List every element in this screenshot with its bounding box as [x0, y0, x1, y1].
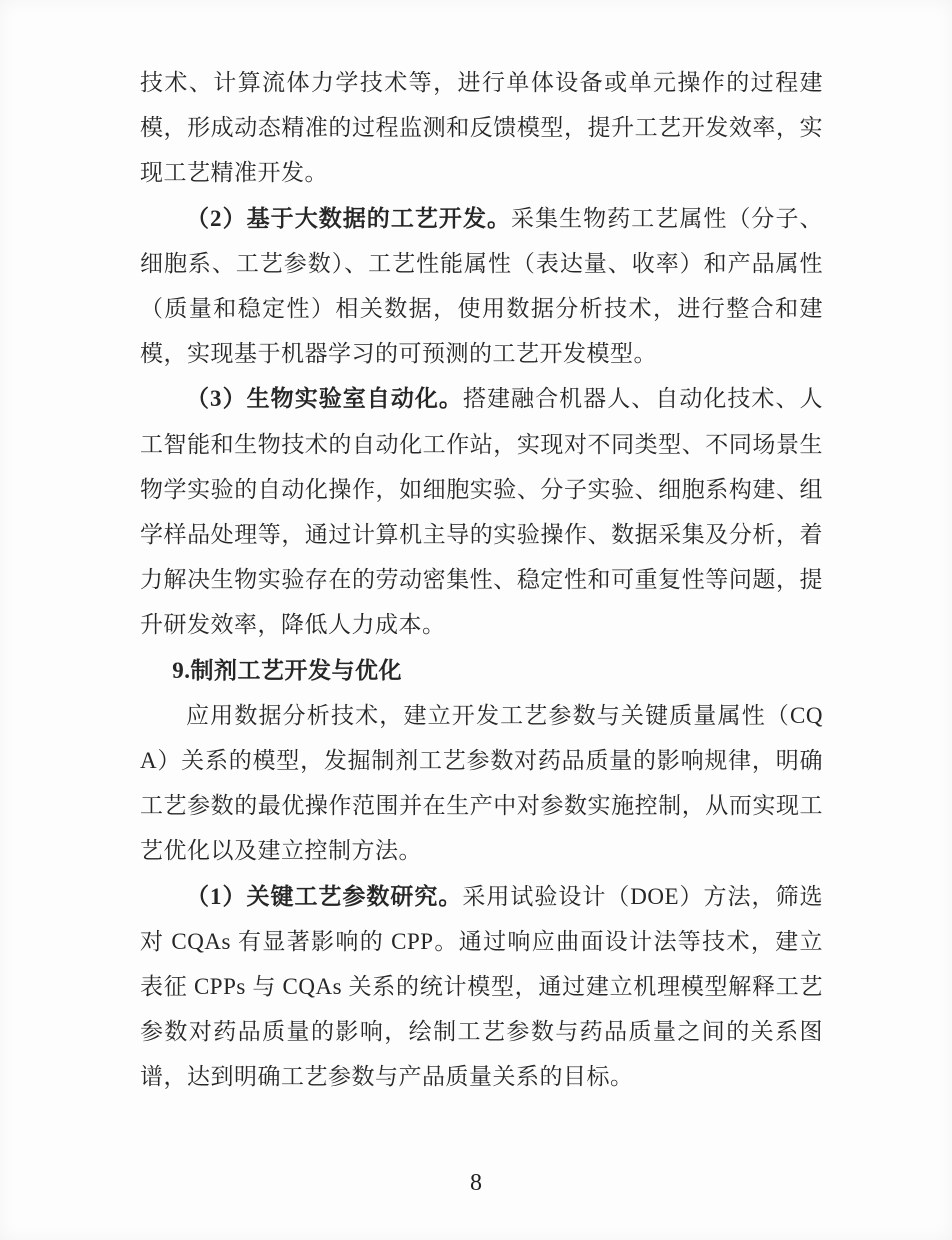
paragraph-overview: [140, 693, 823, 874]
paragraph-cpp: [140, 874, 823, 1100]
paragraph-text: 搭建融合机器人、自动化技术、人工智能和生物技术的自动化工作站，实现对不同类型、不同场景生物学实验的自动化操作，如细胞实验、分子实验、细胞系构建、组学样品处理等，通过计算机主导的实验操作、数据采集及分析，着力解决生物实验存在的劳动密集性、稳定性和可重复性等问题，提升研发效率，降低人力成本。: [140, 386, 824, 638]
paragraph-text: 应用数据分析技术，建立开发工艺参数与关键质量属性（CQA）关系的模型，发掘制剂工艺参数对药品质量的影响规律，明确工艺参数的最优操作范围并在生产中对参数实施控制，从而实现工艺优化以及建立控制方法。: [140, 702, 823, 864]
paragraph-text: 采集生物药工艺属性（分子、细胞系、工艺参数）、工艺性能属性（表达量、收率）和产品属性（质量和稳定性）相关数据，使用数据分析技术，进行整合和建模，实现基于机器学习的可预测的工艺开发模型。: [140, 205, 824, 367]
paragraph-bold-lead: （3）生物实验室自动化。: [186, 386, 463, 412]
paragraph-text: 技术、计算流体力学技术等，进行单体设备或单元操作的过程建模，形成动态精准的过程监测和反馈模型，提升工艺开发效率，实现工艺精准开发。: [140, 70, 823, 186]
paragraph-bold-lead: （2）基于大数据的工艺开发。: [186, 205, 512, 231]
page-number: 8: [470, 1170, 482, 1196]
document-body: [140, 60, 823, 1100]
paragraph-text: 采用试验设计（DOE）方法，筛选对 CQAs 有显著影响的 CPP。通过响应曲面设计法等技术，建立表征 CPPs 与 CQAs 关系的统计模型，通过建立机理模型解释工艺参数对药品质量的影响，绘制工艺参数与药品质量之间的关系图谱，达到明确工艺参数与产品质量关系的目标。: [140, 883, 823, 1090]
section-heading: 9.制剂工艺开发与优化: [172, 657, 402, 683]
paragraph-continuation: [140, 60, 823, 196]
paragraph-bio-lab: [140, 376, 823, 647]
paragraph-bold-lead: （1）关键工艺参数研究。: [186, 883, 463, 909]
paragraph-big-data: [140, 196, 823, 377]
